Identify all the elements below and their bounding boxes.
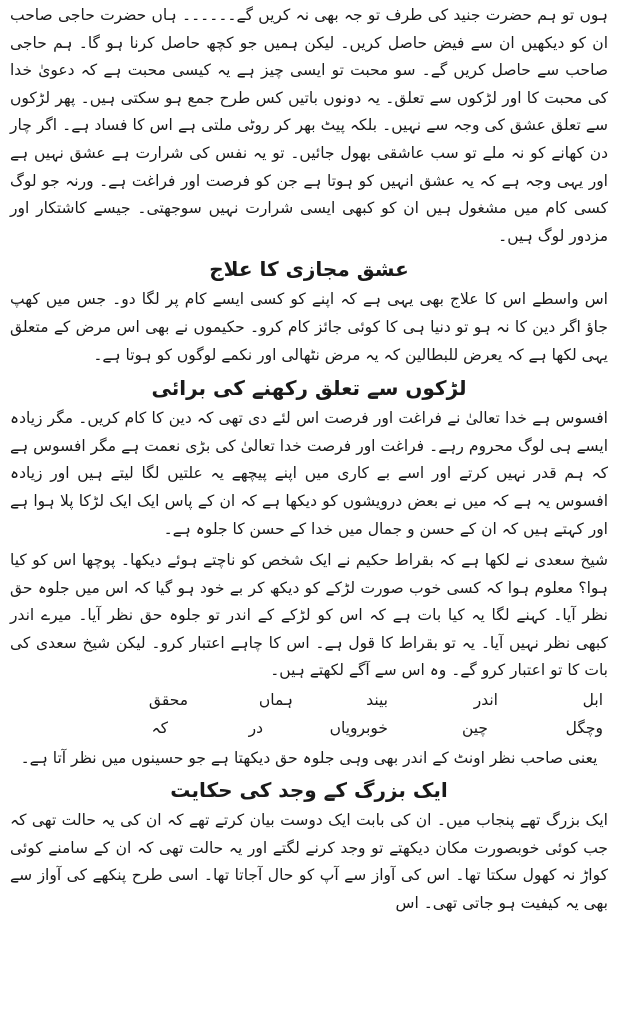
body-paragraph: اس واسطے اس کا علاج بھی یہی ہے کہ اپنے کو کسی ایسے کام پر لگا دو۔ جس میں کھپ جاؤ اگر دین کا نہ ہو تو دنیا ہی کا کوئی جائز کام کرو۔ حکیموں نے بھی اس مرض کے متعلق یہی لکھا ہے کہ یعرض للبطالین کہ یہ مرض نٹھالی اور نکمے لوگوں کو ہوتا ہے۔ xyxy=(10,290,608,364)
body-paragraph: افسوس ہے خدا تعالیٰ نے فراغت اور فرصت اس لئے دی تھی کہ دین کا کام کریں۔ مگر زیادہ ایسے ہی لوگ محروم رہے۔ فراغت اور فرصت خدا تعالیٰ کی بڑی نعمت ہے مگر افسوس ہے کہ ہم قدر نہیں کرتے اور اسے بے کاری میں اپنے پیچھے یہ علتیں لگا لیتے ہیں اور زیادہ افسوس یہ ہے کہ میں نے بعض درویشوں کو دیکھا ہے کہ ان کے پاس ایک ایک لڑکا پلا ہوا ہے اور کہتے ہیں کہ ان کے حسن و جمال میں خدا کے حسن کا جلوہ ہے۔ xyxy=(10,409,608,538)
body-paragraph: ہوں تو ہم حضرت جنید کی طرف تو جہ بھی نہ کریں گے۔۔۔۔۔۔ ہاں حضرت حاجی صاحب ان کو دیکھیں ان سے فیض حاصل کریں۔ لیکن ہمیں جو کچھ حاصل کرنا ہو گا۔ ہم حاجی صاحب سے حاصل کریں گے۔ سو محبت تو ایسی چیز ہے یہ کیسی محبت ہے کہ دعویٰ خدا کی محبت کا اور لڑکوں سے تعلق۔ یہ دونوں باتیں کس طرح جمع ہو سکتی ہیں۔ پھر لڑکوں سے تعلق عشق کی وجہ سے نہیں۔ بلکہ پیٹ بھر کر روٹی ملتی ہے اس کا فساد ہے۔ اگر چار دن کھانے کو نہ ملے تو سب عاشقی بھول جائیں۔ تو یہ نفس کی شرارت ہے عشق نہیں ہے اور یہی وجہ ہے کہ یہ عشق انہیں کو ہوتا ہے جن کو فرصت اور فراغت ہے۔ ورنہ جو لوگ کسی کام میں مشغول ہیں ان کو کبھی ایسی شرارت نہیں سوجھتی۔ جیسے کاشتکار اور مزدور لوگ ہیں۔ xyxy=(10,6,608,245)
verse-word: چین xyxy=(461,719,488,738)
verse-line-1 xyxy=(10,687,608,713)
verse-word: خوبرویاں xyxy=(329,719,388,738)
section-heading-larkon-se-taalluq: لڑکوں سے تعلق رکھنے کی برائی xyxy=(151,376,467,401)
verse-translation: یعنی صاحب نظر اونٹ کے اندر بھی وہی جلوہ حق دیکھتا ہے جو حسینوں میں نظر آتا ہے۔ xyxy=(20,749,598,768)
verse-word: در xyxy=(248,719,263,738)
verse-word: کہ xyxy=(151,719,168,738)
verse-word: اندر xyxy=(473,691,498,710)
body-paragraph: ایک بزرگ تھے پنجاب میں۔ ان کی بابت ایک دوست بیان کرتے تھے کہ ان کی یہ حالت تھی کہ جب کوئی خوبصورت مکان دیکھتے تو وجد کرنے لگتے اور یہ حالت تھی کہ ان کے سامنے کوئی کواڑ نہ کھول سکتا تھا۔ اس کی آواز سے آپ کو حال آجاتا تھا۔ اسی طرح پنکھے کی آواز سے بھی یہ کیفیت ہو جاتی تھی۔ اس xyxy=(10,811,608,912)
verse-word: وچگل xyxy=(565,719,603,738)
section-heading-ishq-majazi: عشق مجازی کا علاج xyxy=(209,257,409,282)
body-paragraph: شیخ سعدی نے لکھا ہے کہ بقراط حکیم نے ایک شخص کو ناچتے ہوئے دیکھا۔ پوچھا اس کو کیا ہوا؟ معلوم ہوا کہ کسی خوب صورت لڑکے کو دیکھ کر بے خود ہو گیا کہ اس میں جلوہ حق نظر آیا۔ کہنے لگا یہ کیا بات ہے کہ اس کو لڑکے کے اندر تو جلوہ حق نظر آیا۔ میرے اندر کبھی نظر نہیں آیا۔ یہ تو بقراط کا قول ہے۔ اس کا چاہے اعتبار کرو۔ لیکن شیخ سعدی کی بات کا تو اعتبار کرو گے۔ وہ اس سے آگے لکھتے ہیں۔ xyxy=(10,551,608,680)
section-heading-buzurg-ki-hikayat: ایک بزرگ کے وجد کی حکایت xyxy=(170,778,448,803)
verse-word: ہماں xyxy=(258,691,293,710)
persian-verse xyxy=(10,687,608,745)
verse-word: محقق xyxy=(148,691,188,710)
verse-line-2 xyxy=(10,715,608,741)
verse-word: بیند xyxy=(366,691,388,710)
verse-word: ابل xyxy=(582,691,603,710)
